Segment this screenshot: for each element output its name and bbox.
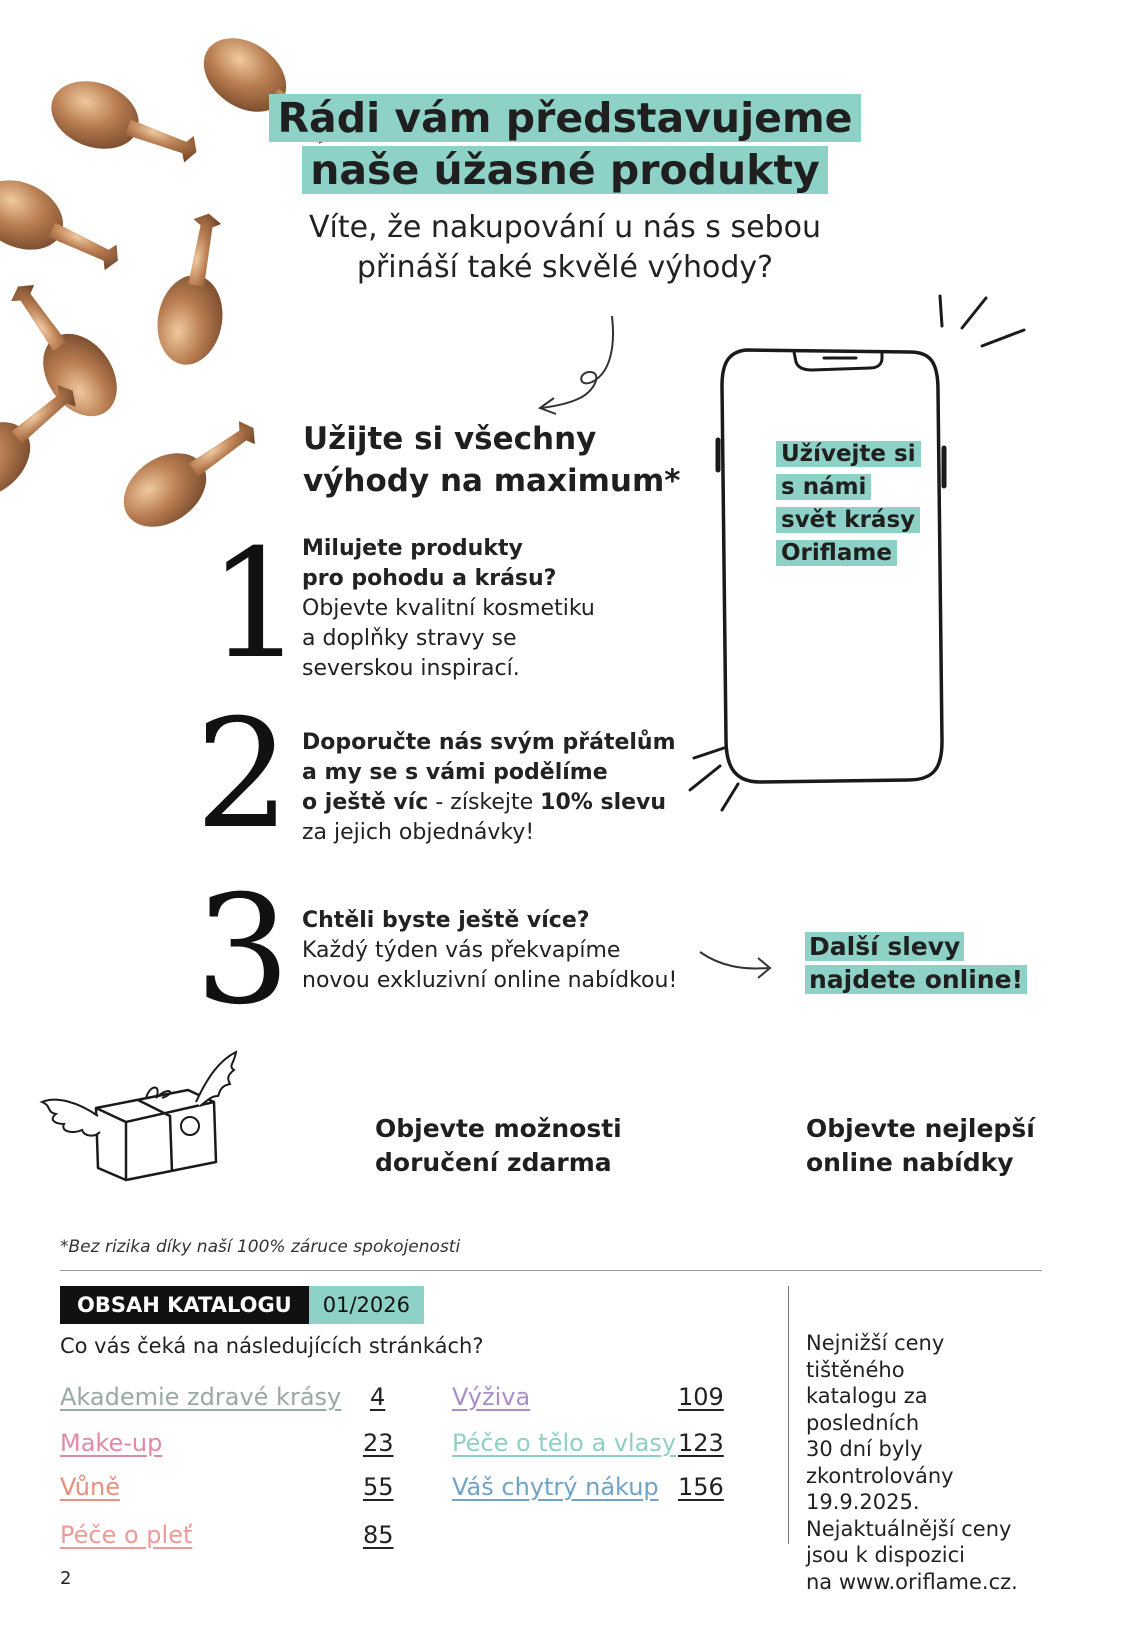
toc-link-chytry-nakup[interactable]: Váš chytrý nákup [452, 1473, 659, 1501]
toc-question: Co vás čeká na následujících stránkách? [60, 1334, 484, 1358]
capsule-icon [0, 268, 132, 430]
step-2-bold-1: Doporučte nás svým přátelům [302, 730, 676, 755]
phone-text [776, 438, 921, 570]
cta-online-offers[interactable] [806, 1112, 1035, 1180]
phone-text-line2: s námi [776, 474, 871, 500]
step-3-bold-1: Chtěli byste ještě více? [302, 908, 590, 933]
toc-issue: 01/2026 [309, 1286, 424, 1324]
gift-box-icon [38, 1046, 248, 1186]
toc-link-pece-o-plet[interactable]: Péče o pleť [60, 1521, 193, 1549]
step-2-bold-2: a my se s vámi podělíme [302, 760, 608, 785]
benefits-title-line2: výhody na maximum* [303, 463, 681, 499]
toc-page-make-up[interactable]: 23 [363, 1429, 394, 1457]
toc-page-chytry-nakup[interactable]: 156 [678, 1473, 724, 1501]
cta-offers-line2: online nabídky [806, 1148, 1014, 1177]
step-3-line-2: novou exkluzivní online nabídkou! [302, 968, 678, 993]
arrow-right-icon [696, 944, 776, 984]
toc-page-pece-o-telo[interactable]: 123 [678, 1429, 724, 1457]
subheadline-line2: přináší také skvělé výhody? [356, 250, 774, 285]
headline-line1: Rádi vám představujeme [269, 94, 860, 142]
toc-link-pece-o-telo[interactable]: Péče o tělo a vlasy [452, 1429, 677, 1457]
page-number: 2 [60, 1568, 72, 1589]
divider [60, 1270, 1042, 1271]
subheadline [0, 208, 1130, 288]
toc-page-akademie[interactable]: 4 [370, 1383, 386, 1411]
step-2-bold-3: o ještě víc [302, 790, 429, 815]
cta-delivery-line2: doručení zdarma [375, 1148, 612, 1177]
step-1-text [302, 534, 595, 684]
step-3-line-1: Každý týden vás překvapíme [302, 938, 621, 963]
footnote: *Bez rizika díky naší 100% záruce spokojenosti [60, 1237, 461, 1257]
curved-arrow-icon [530, 312, 630, 422]
toc-link-vune[interactable]: Vůně [60, 1473, 120, 1501]
benefits-title-line1: Užijte si všechny [303, 421, 597, 457]
step-number-3: 3 [195, 864, 291, 1038]
online-offers-text [805, 930, 1027, 996]
step-2-mid: - získejte [428, 790, 541, 815]
cta-free-delivery[interactable] [375, 1112, 622, 1180]
phone-text-line3: svět krásy [776, 507, 920, 533]
phone-text-line1: Užívejte si [776, 441, 921, 467]
toc-page-pece-o-plet[interactable]: 85 [363, 1521, 394, 1549]
step-1-bold-2: pro pohodu a krásu? [302, 566, 557, 591]
price-note-line2: katalogu za posledních [806, 1384, 928, 1435]
price-note-line6: Nejaktuálnější ceny [806, 1516, 1012, 1541]
step-1-line-1: Objevte kvalitní kosmetiku [302, 596, 595, 621]
step-number-1: 1 [208, 518, 304, 692]
online-text-line1: Další slevy [805, 932, 964, 961]
toc-link-make-up[interactable]: Make-up [60, 1429, 163, 1457]
step-2-text [302, 728, 676, 848]
cta-offers-line1: Objevte nejlepší [806, 1114, 1035, 1143]
price-note-line3: 30 dní byly [806, 1437, 923, 1461]
price-note-line1: Nejnižší ceny tištěného [806, 1331, 945, 1382]
toc-page-vune[interactable]: 55 [363, 1473, 394, 1501]
price-note-line8: na www.oriflame.cz. [806, 1569, 1018, 1594]
price-note-line4: zkontrolovány [806, 1463, 954, 1488]
step-1-line-2: a doplňky stravy se [302, 626, 517, 651]
toc-link-akademie[interactable]: Akademie zdravé krásy [60, 1383, 342, 1411]
phone-icon [680, 290, 1050, 850]
step-number-2: 2 [195, 688, 291, 862]
step-1-line-3: severskou inspirací. [302, 656, 520, 681]
step-2-line-end: za jejich objednávky! [302, 820, 535, 845]
vertical-divider [788, 1286, 789, 1544]
step-2-bold-4: 10% slevu [540, 790, 667, 815]
toc-badge [60, 1286, 424, 1324]
online-text-line2: najdete online! [805, 965, 1027, 994]
step-1-bold-1: Milujete produkty [302, 536, 523, 561]
price-note-line7: jsou k dispozici [806, 1543, 965, 1567]
headline-line2: naše úžasné produkty [302, 146, 828, 194]
benefits-title [303, 418, 680, 502]
subheadline-line1: Víte, že nakupování u nás s sebou [309, 210, 821, 245]
toc-label: OBSAH KATALOGU [60, 1286, 309, 1324]
price-note-line5: 19.9.2025. [806, 1490, 920, 1514]
step-3-text [302, 906, 677, 996]
price-note [806, 1330, 1046, 1595]
cta-delivery-line1: Objevte možnosti [375, 1114, 622, 1143]
phone-text-line4: Oriflame [776, 540, 897, 566]
toc-page-vyziva[interactable]: 109 [678, 1383, 724, 1411]
headline [0, 92, 1130, 196]
toc-link-vyziva[interactable]: Výživa [452, 1383, 531, 1411]
